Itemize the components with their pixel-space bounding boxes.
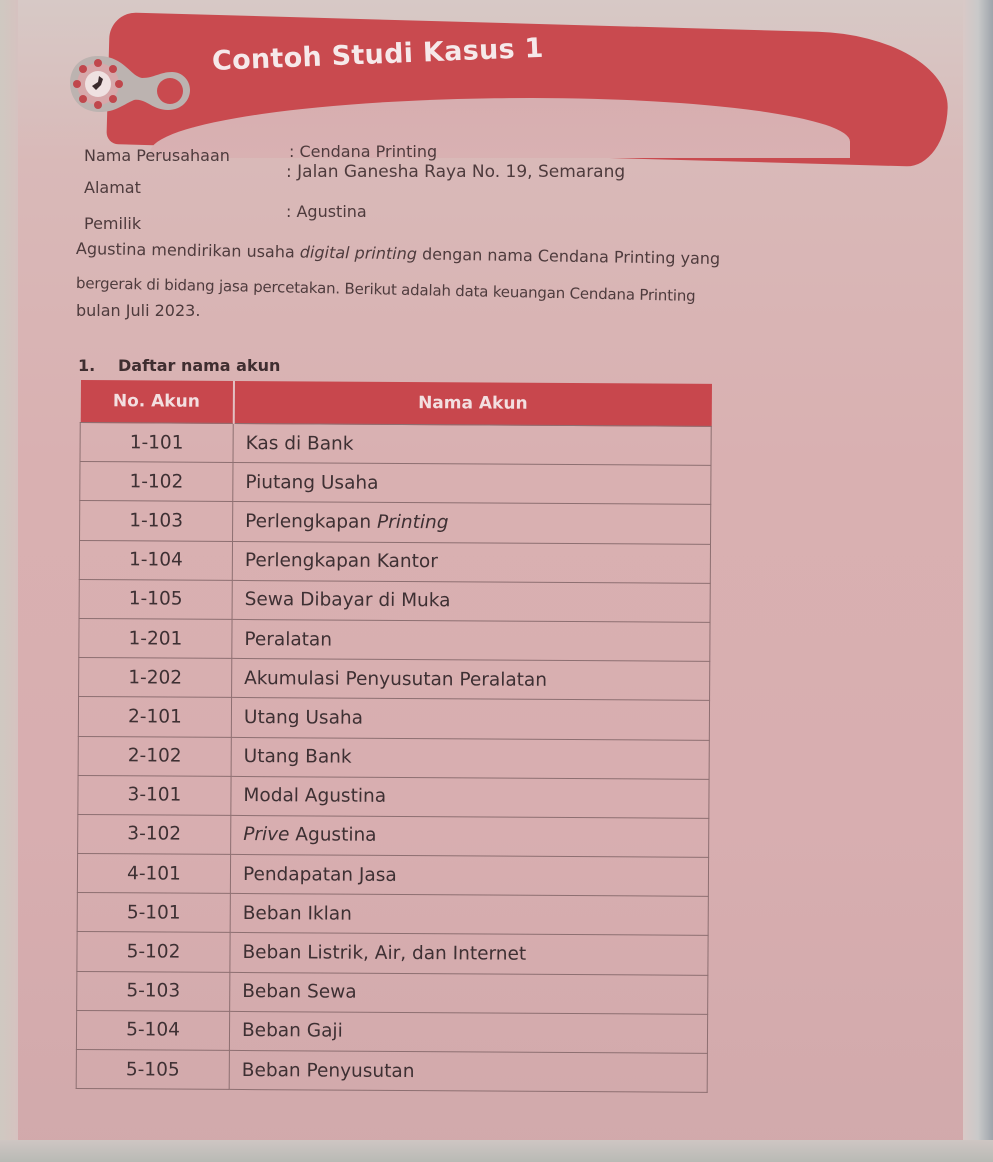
account-number: 5-104 — [76, 1010, 229, 1050]
text: dengan nama Cendana Printing yang — [416, 244, 721, 269]
account-number: 5-105 — [76, 1049, 229, 1089]
account-number: 3-101 — [78, 775, 231, 815]
account-name: Sewa Dibayar di Muka — [232, 580, 710, 622]
account-number: 1-202 — [79, 658, 232, 698]
column-header-account-number: No. Akun — [80, 380, 233, 423]
account-number: 1-105 — [79, 579, 232, 619]
account-number: 1-101 — [80, 423, 233, 463]
account-name: Pendapatan Jasa — [230, 854, 708, 896]
table-row — [78, 775, 709, 818]
table-row — [80, 423, 711, 466]
account-name: Modal Agustina — [231, 776, 709, 818]
account-number: 3-102 — [78, 814, 231, 854]
section-number: 1. — [78, 356, 96, 375]
table-row — [80, 501, 711, 544]
info-label: Alamat — [84, 178, 141, 197]
account-number: 2-102 — [78, 736, 231, 776]
italic-term: Prive — [243, 824, 290, 846]
page-bottom-edge — [0, 1140, 993, 1162]
table-header-row — [80, 380, 711, 426]
account-name: Peralatan — [232, 619, 710, 661]
table-row — [80, 462, 711, 505]
account-name: Beban Gaji — [229, 1011, 707, 1053]
page-edge-right — [963, 0, 993, 1162]
section-heading — [78, 356, 280, 375]
table-row — [78, 697, 709, 740]
account-name: Perlengkapan Kantor — [232, 541, 710, 583]
account-name: Akumulasi Penyusutan Peralatan — [232, 659, 710, 701]
account-name: Beban Listrik, Air, dan Internet — [230, 933, 708, 975]
info-label: Nama Perusahaan — [84, 146, 230, 165]
account-number: 1-104 — [79, 540, 232, 580]
account-number: 5-102 — [77, 932, 230, 972]
page-edge-left — [0, 0, 18, 1162]
account-number: 2-101 — [78, 697, 231, 737]
account-name: Utang Usaha — [231, 698, 709, 740]
table-row — [79, 579, 710, 622]
column-header-account-name: Nama Akun — [233, 381, 711, 426]
table-row — [76, 1010, 707, 1053]
account-name: Kas di Bank — [233, 423, 711, 465]
account-name: Piutang Usaha — [233, 463, 711, 505]
intro-paragraph — [76, 232, 956, 328]
account-number: 5-101 — [77, 893, 230, 933]
info-label: Pemilik — [84, 214, 142, 233]
account-name: Beban Sewa — [230, 972, 708, 1014]
table-row — [79, 658, 710, 701]
wrench-gear-icon — [68, 48, 218, 118]
table-row — [77, 854, 708, 897]
table-row — [76, 1049, 707, 1092]
table-row — [79, 540, 710, 583]
account-number: 1-102 — [80, 462, 233, 502]
italic-term: Printing — [376, 511, 449, 534]
text: Agustina mendirikan usaha — [75, 239, 300, 262]
text: Perlengkapan — [245, 510, 378, 533]
table-row — [79, 618, 710, 661]
account-list-table — [76, 380, 712, 1093]
info-value: : Agustina — [286, 202, 367, 221]
account-name — [231, 815, 709, 857]
account-name: Utang Bank — [231, 737, 709, 779]
italic-term: digital printing — [299, 242, 418, 264]
table-row — [77, 932, 708, 975]
account-name — [233, 502, 711, 544]
info-value: : Cendana Printing — [289, 142, 438, 161]
account-name: Beban Penyusutan — [229, 1050, 707, 1092]
table-row — [77, 893, 708, 936]
account-number: 1-103 — [80, 501, 233, 541]
table-row — [78, 736, 709, 779]
account-number: 5-103 — [77, 971, 230, 1011]
table-row — [77, 971, 708, 1014]
paragraph-line: bergerak di bidang jasa percetakan. Berikut adalah data keuangan Cendana Printing — [75, 274, 696, 305]
account-name: Beban Iklan — [230, 894, 708, 936]
table-row — [78, 814, 709, 857]
section-title: Daftar nama akun — [118, 356, 281, 375]
page-title: Contoh Studi Kasus 1 — [211, 32, 545, 77]
account-number: 1-201 — [79, 618, 232, 658]
account-number: 4-101 — [77, 854, 230, 894]
text: Agustina — [289, 824, 377, 847]
info-value: : Jalan Ganesha Raya No. 19, Semarang — [286, 162, 626, 182]
paragraph-line: bulan Juli 2023. — [76, 301, 201, 320]
